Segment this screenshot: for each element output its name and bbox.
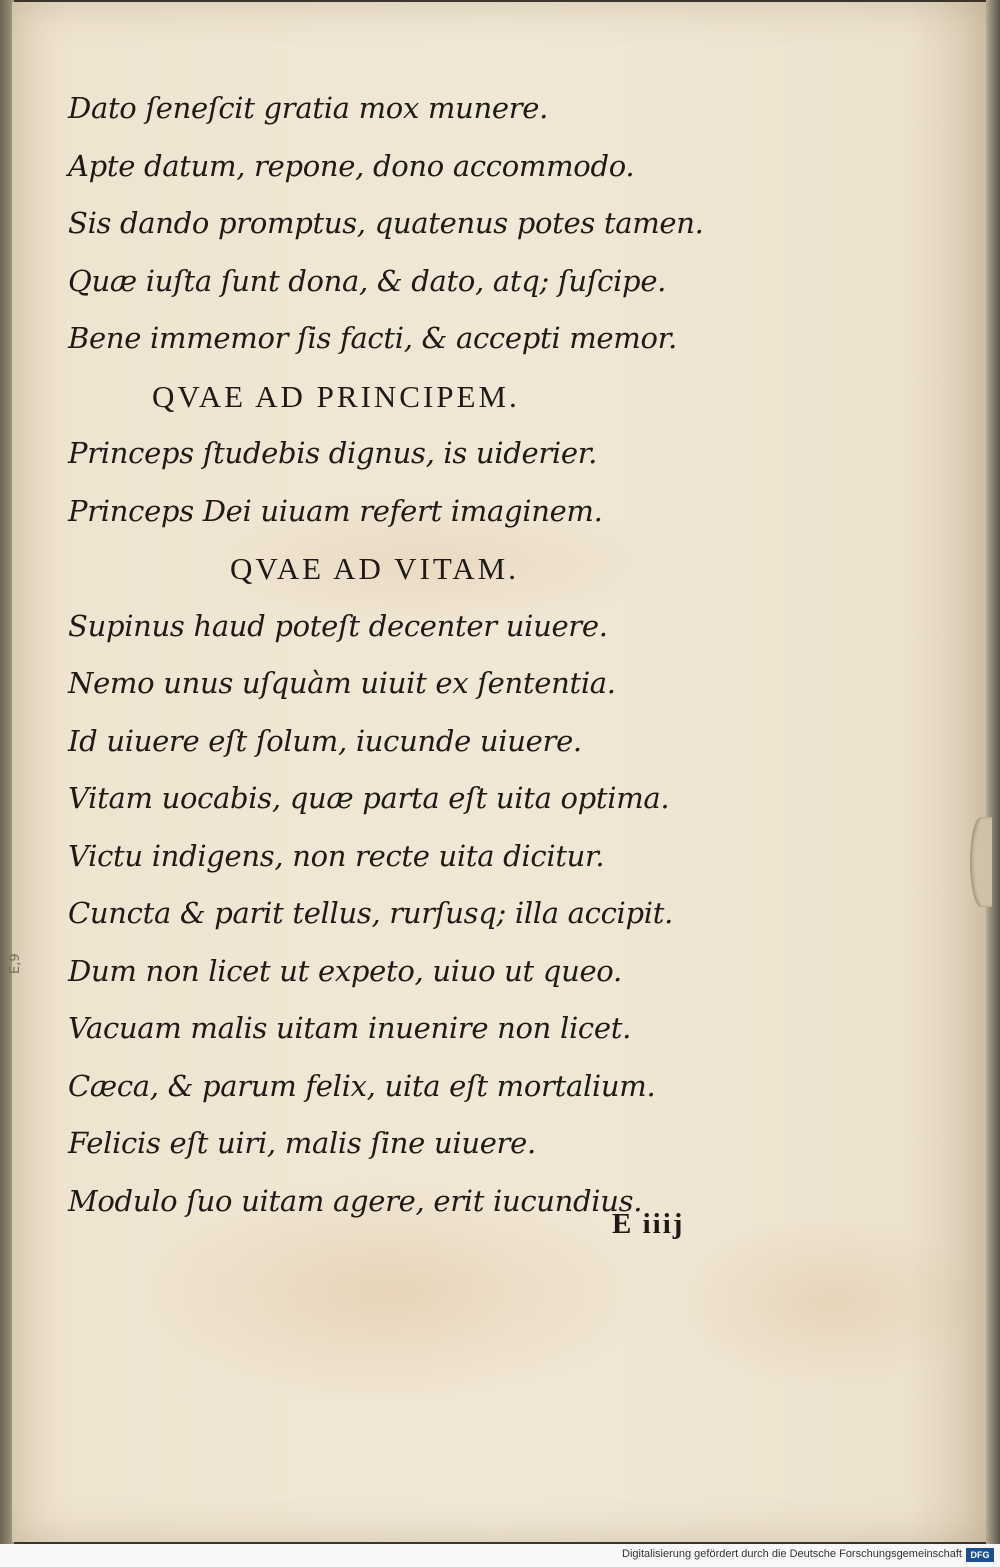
- text-line: Nemo unus uſquàm uiuit ex ſententia.: [68, 666, 616, 700]
- text-line: Quæ iuſta ſunt dona, & dato, atq; ſuſcipe.: [68, 263, 667, 298]
- text-line: Cæca, & parum felix, uita eſt mortalium.: [68, 1068, 656, 1103]
- text-line: Supinus haud poteſt decenter uiuere.: [68, 608, 608, 643]
- text-line: Apte datum, repone, dono accommodo.: [68, 148, 635, 183]
- page-text: [68, 80, 704, 1230]
- text-line: Dato ſeneſcit gratia mox munere.: [68, 91, 549, 125]
- book-fore-edge: [986, 0, 1000, 1567]
- text-line: Vacuam malis uitam inuenire non licet.: [68, 1011, 631, 1045]
- text-line: Bene immemor ſis facti, & accepti memor.: [68, 321, 677, 355]
- text-line: Modulo ſuo uitam agere, erit iucundius.: [68, 1183, 643, 1218]
- book-page: [8, 2, 986, 1542]
- text-line: Vitam uocabis, quæ parta eſt uita optima.: [68, 781, 670, 815]
- text-line: Sis dando promptus, quatenus potes tamen.: [68, 206, 704, 240]
- text-line: Felicis eſt uiri, malis ſine uiuere.: [68, 1126, 536, 1160]
- text-line: Id uiuere eſt ſolum, iucunde uiuere.: [68, 723, 582, 758]
- text-line: Princeps Dei uiuam refert imaginem.: [68, 493, 603, 528]
- margin-note: E,9: [8, 953, 23, 974]
- text-line: Dum non licet ut expeto, uiuo ut queo.: [68, 953, 622, 988]
- page-thumb-notch: [970, 817, 992, 907]
- digitization-footer: [0, 1544, 1000, 1567]
- signature-mark: E iiij: [612, 1208, 685, 1240]
- dfg-logo-icon: DFG: [966, 1548, 994, 1562]
- section-heading-vitam: QVAE AD VITAM.: [230, 551, 519, 586]
- text-line: Princeps ſtudebis dignus, is uiderier.: [68, 436, 598, 470]
- section-heading-principem: QVAE AD PRINCIPEM.: [152, 378, 520, 414]
- text-line: Cuncta & parit tellus, rurſusq; illa accipit.: [68, 896, 674, 930]
- text-line: Victu indigens, non recte uita dicitur.: [68, 838, 605, 873]
- footer-credit: Digitalisierung gefördert durch die Deutsche Forschungsgemeinschaft: [622, 1548, 962, 1560]
